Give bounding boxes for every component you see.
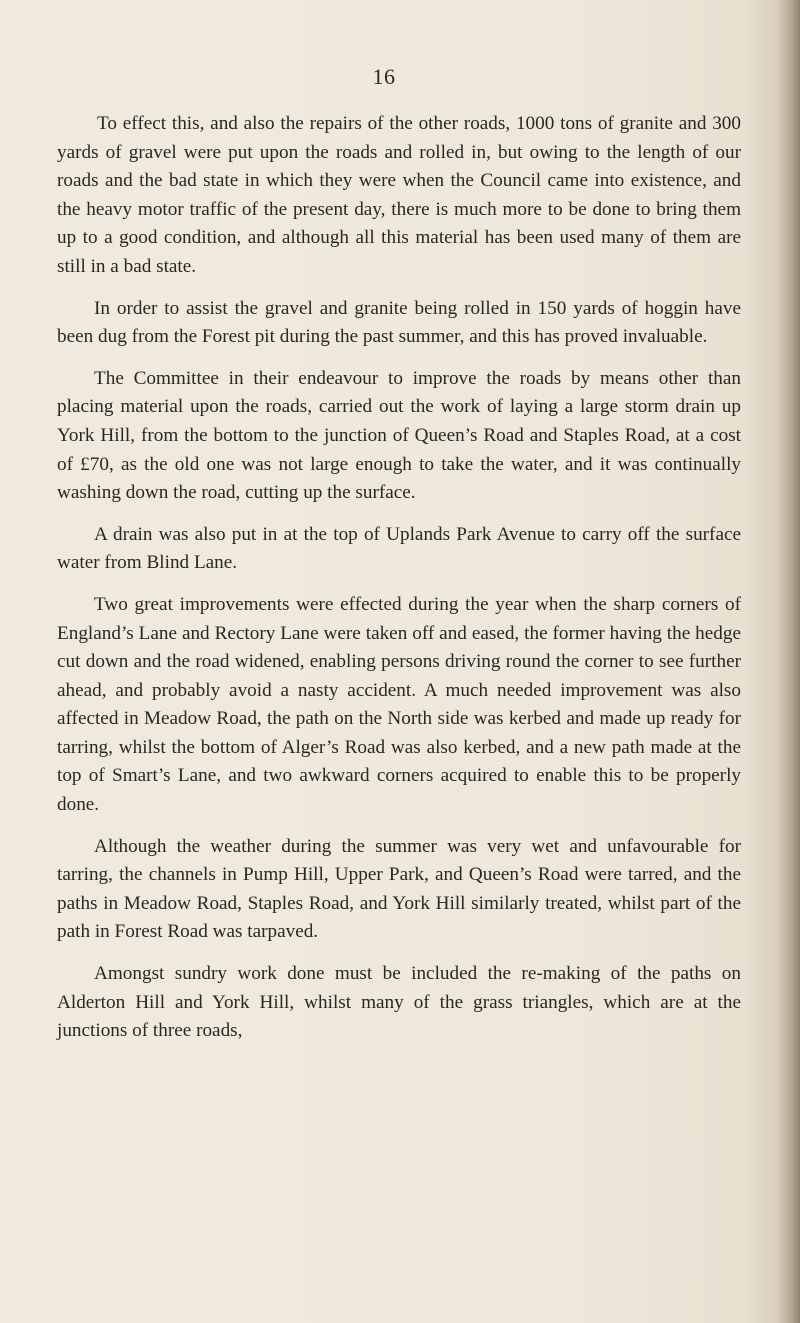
paragraph-tarring: Although the weather during the summer was very wet and unfavourable for tarring, the channels in Pump Hill, Upper Park, and Queen’s Road were tarred, and the paths in Meadow Road, Staples Road, and York Hill similarly treated, whilst part of the path in Forest Road was tarpaved. [57,835,741,943]
paragraph-sundry-work: Amongst sundry work done must be included the re-making of the paths on Alderton Hill and York Hill, whilst many of the grass triangles, which are at the junctions of three roads, [57,963,741,1042]
page-number: 16 [372,64,396,89]
paragraph-improvements: Two great improvements were effected during the year when the sharp corners of England’s Lane and Rectory Lane were taken off and eased, the former having the hedge cut down and the road widened, enabling persons driving round the corner to see further ahead, and probably avoid a nasty accident. A much needed improvement was also affected in Meadow Road, the path on the North side was kerbed and made up ready for tarring, whilst the bottom of Alger’s Road was also kerbed, and a new path made at the top of Smart’s Lane, and two awkward corners acquired to enable this to be properly done. [57,593,741,816]
page-edge-shadow [778,0,800,1323]
paragraph-hoggin: In order to assist the gravel and granite being rolled in 150 yards of hoggin have been dug from the Forest pit during the past summer, and this has proved invaluable. [57,297,741,348]
paragraph-road-repairs: To effect this, and also the repairs of the other roads, 1000 tons of granite and 300 yards of gravel were put upon the roads and rolled in, but owing to the length of our roads and the bad state in which they were when the Council came into existence, and the heavy motor traffic of the present day, there is much more to be done to bring them up to a good condition, and although all this material has been used many of them are still in a bad state. [57,113,741,277]
body-text [57,110,741,1059]
paragraph-storm-drain: The Committee in their endeavour to improve the roads by means other than placing material upon the roads, carried out the work of laying a large storm drain up York Hill, from the bottom to the junction of Queen’s Road and Staples Road, at a cost of £70, as the old one was not large enough to take the water, and it was continually washing down the road, cutting up the surface. [57,367,741,504]
paragraph-uplands-drain: A drain was also put in at the top of Uplands Park Avenue to carry off the surface water from Blind Lane. [57,523,741,574]
